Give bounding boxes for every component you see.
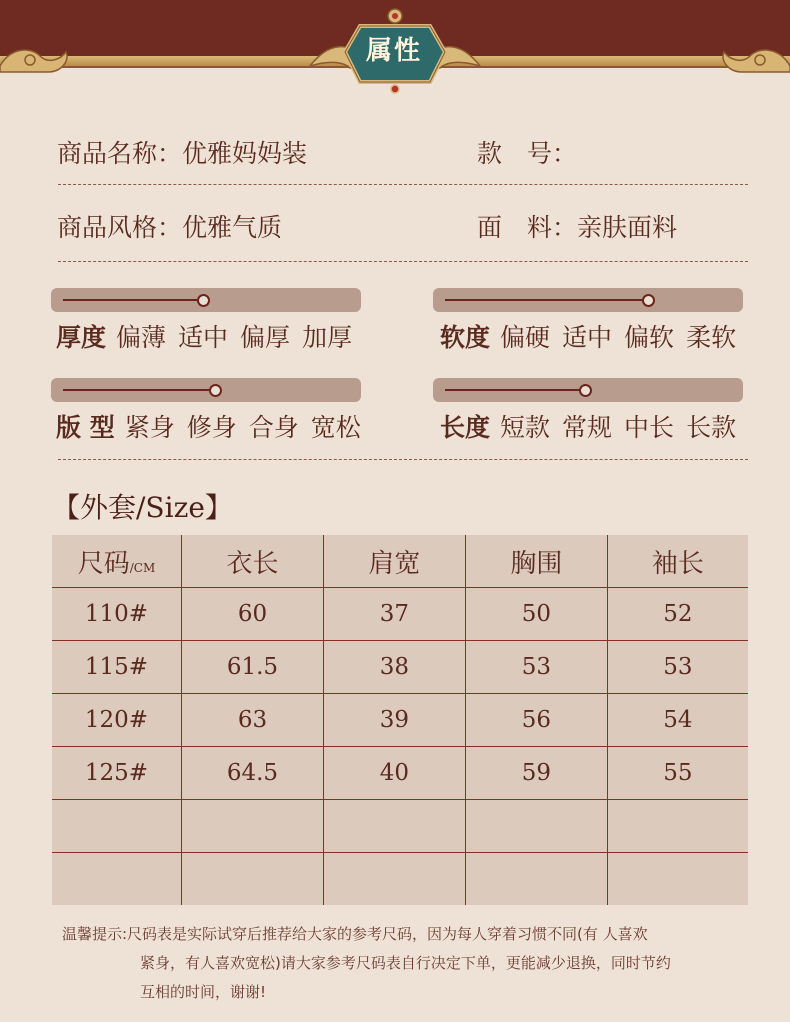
table-cell: 110# xyxy=(52,588,182,641)
product-style-row xyxy=(57,208,282,244)
scale-option: 偏厚 xyxy=(240,323,291,352)
fit-slider xyxy=(51,378,361,402)
scale-label: 厚度 xyxy=(56,323,107,352)
table-cell: 64.5 xyxy=(182,747,324,800)
size-table xyxy=(52,535,748,905)
length-options xyxy=(440,408,748,444)
slider-knob xyxy=(197,294,210,307)
scale-option: 柔软 xyxy=(686,323,737,352)
fabric-value: 亲肤面料 xyxy=(577,213,678,242)
scale-option: 偏薄 xyxy=(116,323,167,352)
table-cell: 55 xyxy=(607,747,748,800)
table-header-size xyxy=(52,535,182,588)
table-cell: 39 xyxy=(323,694,465,747)
scale-option: 偏硬 xyxy=(500,323,551,352)
slider-knob xyxy=(579,384,592,397)
table-cell xyxy=(607,853,748,906)
table-cell xyxy=(52,800,182,853)
scale-option: 偏软 xyxy=(624,323,675,352)
table-cell: 40 xyxy=(323,747,465,800)
divider xyxy=(58,459,748,460)
scale-option: 紧身 xyxy=(124,413,175,442)
table-cell: 59 xyxy=(465,747,607,800)
table-cell: 53 xyxy=(465,641,607,694)
notice-line: 紧身，有人喜欢宽松)请大家参考尺码表自行决定下单，更能减少退换，同时节约 xyxy=(140,954,671,972)
table-row xyxy=(52,800,748,853)
table-cell: 60 xyxy=(182,588,324,641)
scale-label: 软度 xyxy=(440,323,491,352)
product-name-row xyxy=(57,134,307,170)
right-cloud-ornament-icon xyxy=(710,28,790,78)
notice-line: 互相的时间，谢谢! xyxy=(140,983,267,1001)
table-cell: 50 xyxy=(465,588,607,641)
left-cloud-ornament-icon xyxy=(0,28,80,78)
scale-option: 中长 xyxy=(624,413,675,442)
slider-track xyxy=(63,299,200,301)
badge-title: 属性 xyxy=(365,36,422,66)
slider-track xyxy=(445,389,582,391)
table-cell xyxy=(52,853,182,906)
table-cell: 38 xyxy=(323,641,465,694)
fabric-row xyxy=(477,208,677,244)
fabric-label: 面 料： xyxy=(477,213,578,242)
size-header-label: 尺码 xyxy=(77,548,130,579)
size-header-unit: /CM xyxy=(129,560,156,575)
table-cell xyxy=(182,853,324,906)
fit-options xyxy=(56,408,373,444)
table-cell: 52 xyxy=(607,588,748,641)
table-row xyxy=(52,853,748,906)
thickness-slider xyxy=(51,288,361,312)
table-row xyxy=(52,747,748,800)
scale-option: 适中 xyxy=(562,323,613,352)
slider-track xyxy=(63,389,212,391)
table-cell: 53 xyxy=(607,641,748,694)
slider-track xyxy=(445,299,645,301)
scale-option: 宽松 xyxy=(310,413,361,442)
table-header: 袖长 xyxy=(607,535,748,588)
thickness-options xyxy=(56,318,364,354)
scale-option: 短款 xyxy=(500,413,551,442)
table-cell xyxy=(323,853,465,906)
slider-knob xyxy=(209,384,222,397)
table-row xyxy=(52,694,748,747)
table-cell: 115# xyxy=(52,641,182,694)
product-style-value: 优雅气质 xyxy=(182,213,283,242)
scale-option: 常规 xyxy=(562,413,613,442)
table-cell xyxy=(323,800,465,853)
style-number-label: 款 号： xyxy=(477,139,578,168)
table-cell: 125# xyxy=(52,747,182,800)
length-slider xyxy=(433,378,743,402)
table-cell xyxy=(465,853,607,906)
table-header-row xyxy=(52,535,748,588)
divider xyxy=(58,261,748,262)
size-notice xyxy=(62,920,752,1007)
size-section-title: 【外套/Size】 xyxy=(52,491,233,524)
softness-slider xyxy=(433,288,743,312)
product-style-label: 商品风格： xyxy=(57,213,183,242)
slider-knob xyxy=(642,294,655,307)
scale-label: 长度 xyxy=(440,413,491,442)
table-cell: 37 xyxy=(323,588,465,641)
table-cell: 120# xyxy=(52,694,182,747)
scale-option: 长款 xyxy=(686,413,737,442)
table-cell xyxy=(182,800,324,853)
scale-option: 适中 xyxy=(178,323,229,352)
table-cell xyxy=(607,800,748,853)
table-cell: 56 xyxy=(465,694,607,747)
scale-option: 合身 xyxy=(248,413,299,442)
scale-option: 加厚 xyxy=(302,323,353,352)
table-row xyxy=(52,588,748,641)
table-header: 胸围 xyxy=(465,535,607,588)
table-row xyxy=(52,641,748,694)
style-number-row xyxy=(477,134,577,170)
notice-line: 温馨提示:尺码表是实际试穿后推荐给大家的参考尺码，因为每人穿着习惯不同(有 人喜欢 xyxy=(62,925,648,943)
divider xyxy=(58,184,748,185)
table-cell: 61.5 xyxy=(182,641,324,694)
scale-label: 版 型 xyxy=(56,413,115,442)
table-cell: 54 xyxy=(607,694,748,747)
table-header: 肩宽 xyxy=(323,535,465,588)
title-badge xyxy=(300,0,490,100)
product-name-value: 优雅妈妈装 xyxy=(182,139,308,168)
softness-options xyxy=(440,318,748,354)
table-header: 衣长 xyxy=(182,535,324,588)
table-cell: 63 xyxy=(182,694,324,747)
scale-option: 修身 xyxy=(186,413,237,442)
product-name-label: 商品名称： xyxy=(57,139,183,168)
table-cell xyxy=(465,800,607,853)
